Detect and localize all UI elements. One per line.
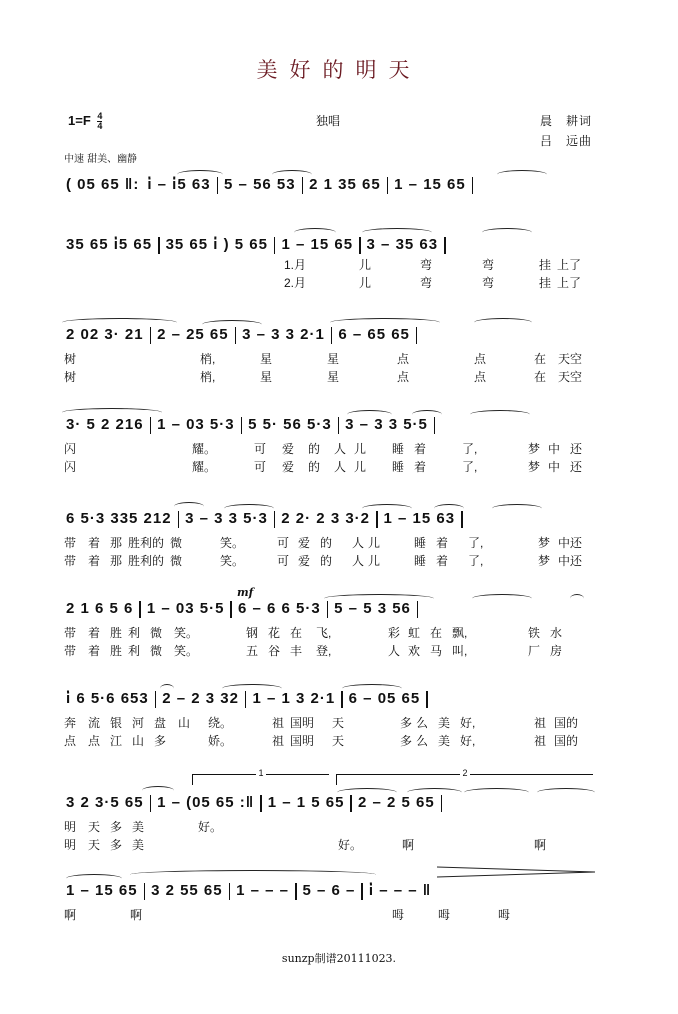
volta-bracket-1: 1: [192, 774, 329, 785]
lyrics-verse-2: 2.月 儿 弯 弯 挂 上了: [284, 276, 582, 290]
measure: 35 65 i̇ ) 5 65: [165, 236, 268, 253]
lyrics-verse-2: 点 点 江 山 多 娇。 祖 国明 天 多 么 美 好, 祖 国的: [64, 734, 579, 748]
lyrics-verse-1: 啊 啊 呣 呣 呣: [64, 908, 511, 922]
composer-credit: 吕 远曲: [540, 134, 593, 148]
measure: ( 05 65 ‖:: [66, 176, 140, 193]
measure: 5 5· 56 5·3: [248, 416, 332, 433]
measure: i̇ – i̇5 63: [147, 176, 211, 193]
measure: 5 – 56 53: [224, 176, 296, 193]
measure: 1 – 03 5·3: [157, 416, 235, 433]
measure: 2 – 2 3 32: [162, 690, 239, 707]
dynamic-marking: mf: [237, 586, 254, 599]
lyrics-verse-2: 带 着 那 胜利的 微 笑。 可 爱 的 人 儿 睡 着 了, 梦 中还: [64, 554, 583, 568]
lyrics-verse-1: 带 着 那 胜利的 微 笑。 可 爱 的 人 儿 睡 着 了, 梦 中还: [64, 536, 583, 550]
measure: 3 2 3·5 65: [66, 794, 144, 811]
key-signature: [68, 112, 102, 131]
lyrics-verse-1: 带 着 胜 利 微 笑。 钢 花 在 飞, 彩 虹 在 飘, 铁 水: [64, 626, 563, 640]
measure: 3 – 3 3 5·5: [345, 416, 428, 433]
measure: 1 – 15 63: [383, 510, 456, 527]
tempo-marking: 中速 甜美、幽静: [64, 154, 138, 165]
measure: 6 5·3 335 212: [66, 510, 172, 527]
lyricist-credit: 晨 耕词: [540, 114, 593, 128]
measure: 6 – 65 65: [338, 326, 410, 343]
measure: 3· 5 2 216: [66, 416, 144, 433]
lyrics-verse-1: 闪 耀。 可 爱 的 人 儿 睡 着 了, 梦 中 还: [64, 442, 583, 456]
measure: 1 – – –: [236, 882, 289, 899]
measure: 3 – 3 3 2·1: [242, 326, 325, 343]
measure: 2 1 6 5 6: [66, 600, 134, 617]
measure: 1 – 03 5·5: [146, 600, 225, 617]
time-signature: $\frac{4}{4}$: [97, 111, 103, 131]
lyrics-verse-1: 1.月 儿 弯 弯 挂 上了: [284, 258, 582, 272]
measure: 3 – 35 63: [366, 236, 439, 253]
lyrics-verse-2: 带 着 胜 利 微 笑。 五 谷 丰 登, 人 欢 马 叫, 厂 房: [64, 644, 563, 658]
lyrics-verse-2: 闪 耀。 可 爱 的 人 儿 睡 着 了, 梦 中 还: [64, 460, 583, 474]
volta-bracket-2: 2: [336, 774, 593, 785]
measure: 1 – 1 3 2·1: [252, 690, 336, 707]
measure: 35 65 i̇5 65: [66, 236, 153, 253]
genre-label: 独唱: [316, 114, 341, 128]
measure: 2 2· 2 3 3·2: [281, 510, 371, 527]
lyrics-verse-1: 奔 流 银 河 盘 山 绕。 祖 国明 天 多 么 美 好, 祖 国的: [64, 716, 579, 730]
measure: 3 2 55 65: [151, 882, 223, 899]
measure: 1 – (05 65 :‖: [157, 794, 255, 811]
measure: i̇ 6 5·6 653: [66, 690, 149, 707]
page-title: 美好的明天: [256, 58, 422, 82]
lyrics-verse-1: 明 天 多 美 好。: [64, 820, 223, 834]
measure: 6 – 05 65: [348, 690, 421, 707]
measure: 2 – 25 65: [157, 326, 229, 343]
measure: 1 – 15 65: [66, 882, 138, 899]
measure: 6 – 6 6 5·3: [237, 600, 321, 617]
measure: 1 – 1 5 65: [267, 794, 345, 811]
measure: 1 – 15 65: [394, 176, 466, 193]
measure: 2 02 3· 21: [66, 326, 144, 343]
lyrics-verse-2: 树 梢, 星 星 点 点 在 天空: [64, 370, 583, 384]
measure: 1 – 15 65: [281, 236, 354, 253]
key-label: 1=F: [68, 112, 91, 128]
lyrics-verse-1: 树 梢, 星 星 点 点 在 天空: [64, 352, 583, 366]
decrescendo-hairpin: [437, 866, 597, 878]
measure: 3 – 3 3 5·3: [185, 510, 268, 527]
measure: 5 – 5 3 56: [334, 600, 411, 617]
measure: 2 1 35 65: [309, 176, 381, 193]
measure: 2 – 2 5 65: [357, 794, 435, 811]
measure: i̇ – – – ‖: [368, 882, 432, 899]
transcriber-credit: sunzp制谱20111023.: [281, 952, 397, 965]
measure: 5 – 6 –: [302, 882, 356, 899]
lyrics-verse-2: 明 天 多 美 好。 啊 啊: [64, 838, 547, 852]
